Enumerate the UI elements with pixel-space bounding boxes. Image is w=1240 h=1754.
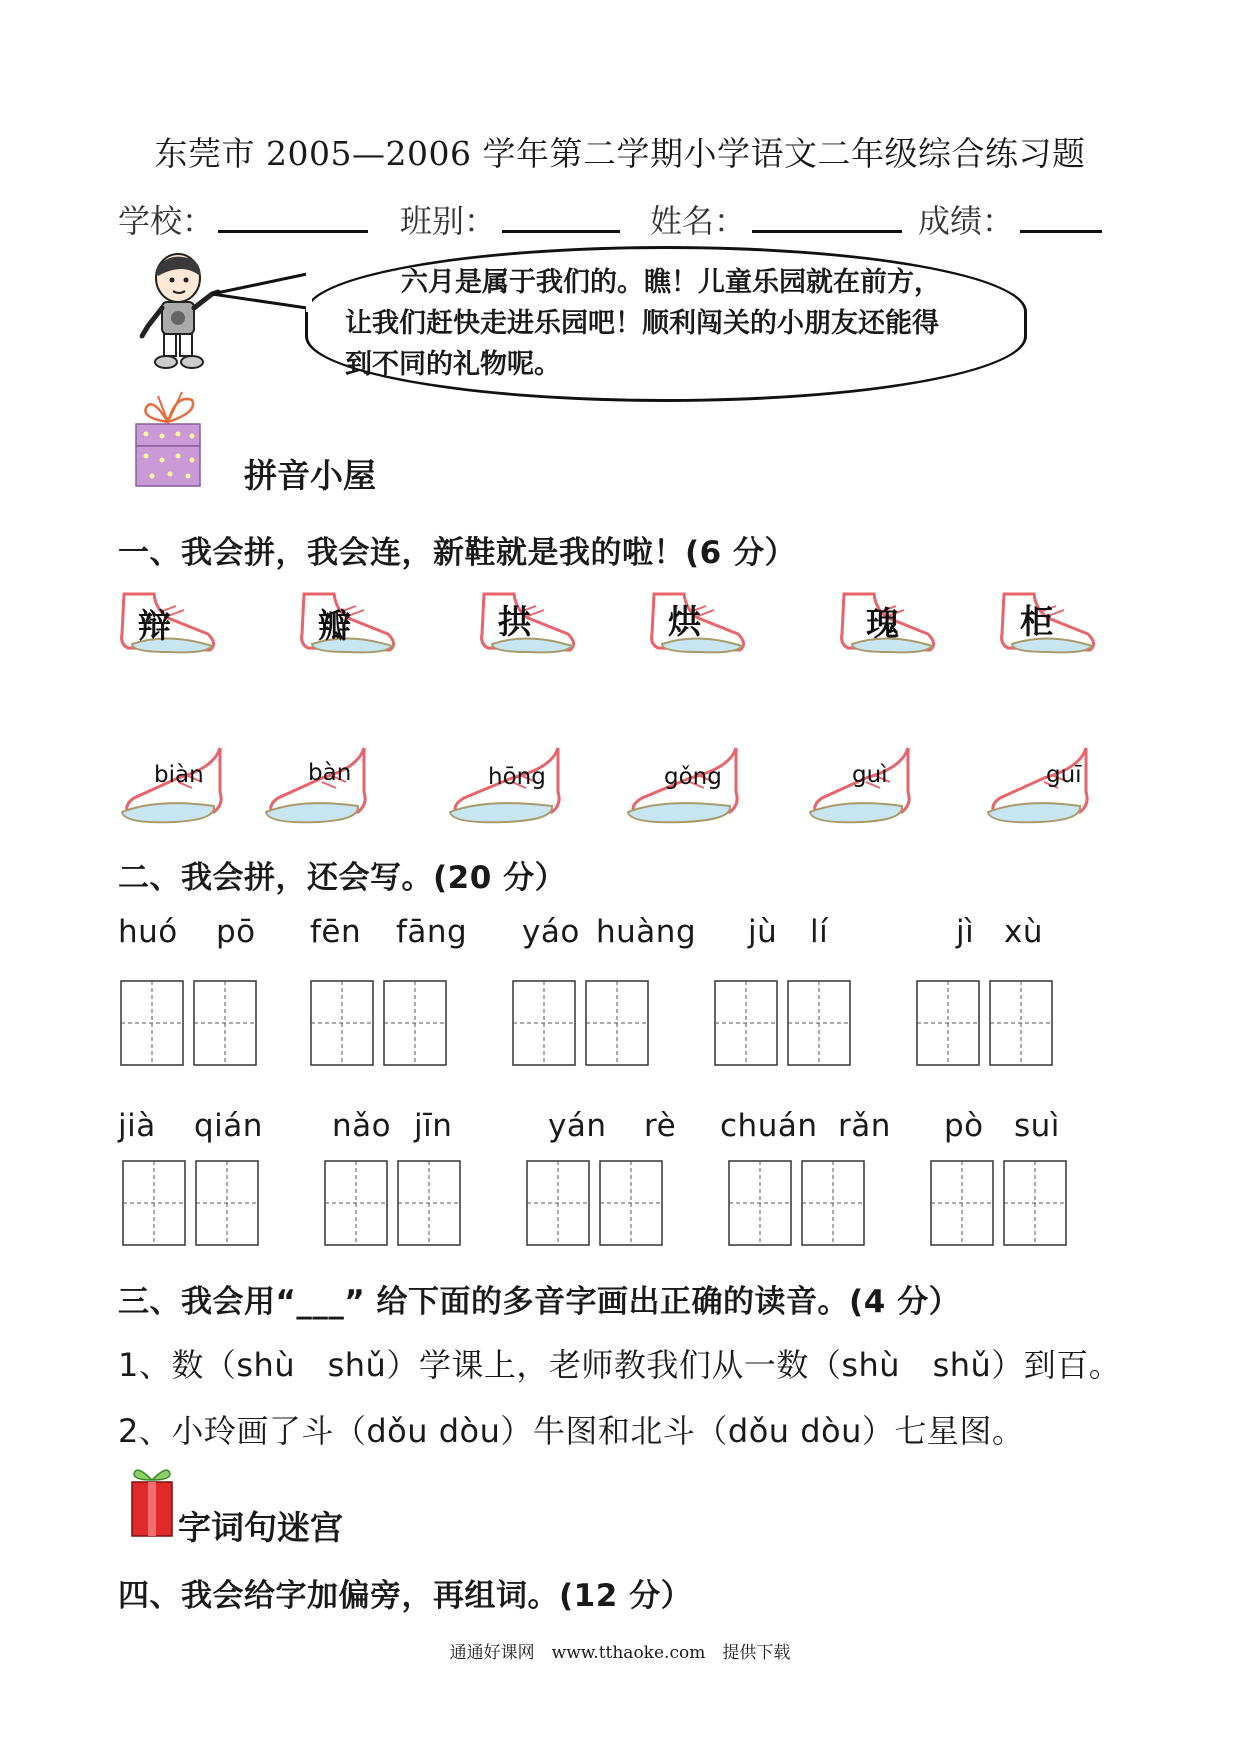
shoe-pinyin-label: bàn [308,760,352,786]
shoe-pinyin-label: guì [852,762,888,788]
writing-box-r2-2[interactable] [195,1160,259,1246]
pinyin-row1-1: huó [118,914,178,950]
writing-box-r1-8[interactable] [787,980,851,1066]
bubble-line-3: 到不同的礼物呢。 [345,349,561,380]
pinyin-row2-4: jīn [414,1108,453,1144]
writing-box-r1-2[interactable] [193,980,257,1066]
pinyin-row2-8: rǎn [838,1108,891,1144]
gift-box-red-icon [128,1464,176,1540]
name-line[interactable] [752,230,902,233]
section-pinyin-house: 拼音小屋 [244,456,376,495]
writing-box-r2-8[interactable] [801,1160,865,1246]
bubble-text [345,262,1005,385]
pinyin-row2-7: chuán [720,1108,818,1144]
writing-box-r2-1[interactable] [122,1160,186,1246]
pinyin-row2-2: qián [194,1108,263,1144]
writing-box-r1-9[interactable] [916,980,980,1066]
pinyin-row2-6: rè [644,1108,677,1144]
gift-box-icon [132,390,204,490]
question-2-title: 二、我会拼，还会写。(20 分） [118,860,567,896]
pinyin-row1-8: lí [810,914,829,950]
writing-box-r2-9[interactable] [930,1160,994,1246]
shoe-pinyin-label: gǒng [664,764,722,790]
shoe-char-label: 柜 [1020,602,1053,641]
writing-box-r1-7[interactable] [714,980,778,1066]
pinyin-row2-10: suì [1014,1108,1060,1144]
q3-sentence-1: 1、数（shù shǔ）学课上，老师教我们从一数（shù shǔ）到百。 [118,1346,1122,1384]
name-label: 姓名： [650,202,747,240]
pinyin-row2-1: jià [118,1108,156,1144]
shoe-char-label: 辩 [138,606,171,645]
pinyin-row1-6: huàng [596,914,697,950]
writing-box-r2-7[interactable] [728,1160,792,1246]
school-label: 学校： [118,202,215,240]
writing-box-r1-1[interactable] [120,980,184,1066]
score-label: 成绩： [918,202,1015,240]
shoe-char-5[interactable] [838,588,938,664]
writing-box-r1-4[interactable] [383,980,447,1066]
pinyin-row1-9: jì [956,914,975,950]
pinyin-row2-9: pò [944,1108,984,1144]
footer-source: 通通好课网 www.tthaoke.com 提供下载 [449,1643,791,1663]
q3-sentence-2: 2、小玲画了斗（dǒu dòu）牛图和北斗（dǒu dòu）七星图。 [118,1412,1025,1450]
writing-box-r1-10[interactable] [989,980,1053,1066]
shoe-pinyin-label: guī [1046,762,1082,788]
shoe-pinyin-5[interactable] [806,742,914,830]
writing-box-r2-4[interactable] [397,1160,461,1246]
shoe-char-6[interactable] [998,588,1098,664]
pinyin-row1-3: fēn [310,914,362,950]
pinyin-row1-4: fāng [396,914,468,950]
shoe-char-label: 瓣 [318,606,351,645]
shoe-char-2[interactable] [298,588,398,664]
shoe-pinyin-6[interactable] [984,742,1092,830]
score-line[interactable] [1020,230,1102,233]
pinyin-row1-5: yáo [522,914,580,950]
pinyin-row1-2: pō [216,914,256,950]
writing-box-r1-5[interactable] [512,980,576,1066]
shoe-pinyin-3[interactable] [446,742,564,830]
writing-box-r2-10[interactable] [1003,1160,1067,1246]
shoe-char-label: 拱 [498,602,531,641]
writing-box-r1-6[interactable] [585,980,649,1066]
section-word-maze: 字词句迷宫 [178,1508,343,1547]
question-3-title: 三、我会用“___” 给下面的多音字画出正确的读音。(4 分） [118,1284,961,1320]
shoe-pinyin-label: hōng [488,764,546,790]
question-1-title: 一、我会拼，我会连，新鞋就是我的啦！(6 分） [118,535,797,571]
shoe-char-label: 烘 [668,602,701,641]
bubble-tail [210,268,310,318]
shoe-char-4[interactable] [648,588,748,664]
class-line[interactable] [502,230,620,233]
writing-box-r2-5[interactable] [526,1160,590,1246]
shoe-pinyin-label: biàn [154,762,204,788]
shoe-pinyin-4[interactable] [624,742,742,830]
pinyin-row2-3: nǎo [332,1108,392,1144]
pinyin-row1-7: jù [748,914,778,950]
shoe-pinyin-2[interactable] [262,742,370,830]
bubble-line-2: 让我们赶快走进乐园吧！顺利闯关的小朋友还能得 [345,308,939,339]
class-label: 班别： [400,202,497,240]
writing-box-r2-3[interactable] [324,1160,388,1246]
page-title: 东莞市 2005—2006 学年第二学期小学语文二年级综合练习题 [154,134,1086,173]
school-line[interactable] [218,230,368,233]
writing-box-r2-6[interactable] [599,1160,663,1246]
writing-box-r1-3[interactable] [310,980,374,1066]
bubble-line-1: 六月是属于我们的。瞧！儿童乐园就在前方， [401,267,941,298]
shoe-char-3[interactable] [478,588,578,664]
shoe-pinyin-1[interactable] [118,742,226,830]
question-4-title: 四、我会给字加偏旁，再组词。(12 分） [118,1578,693,1614]
shoe-char-1[interactable] [118,588,218,664]
shoe-char-label: 瑰 [866,604,899,643]
pinyin-row1-10: xù [1004,914,1043,950]
pinyin-row2-5: yán [548,1108,607,1144]
